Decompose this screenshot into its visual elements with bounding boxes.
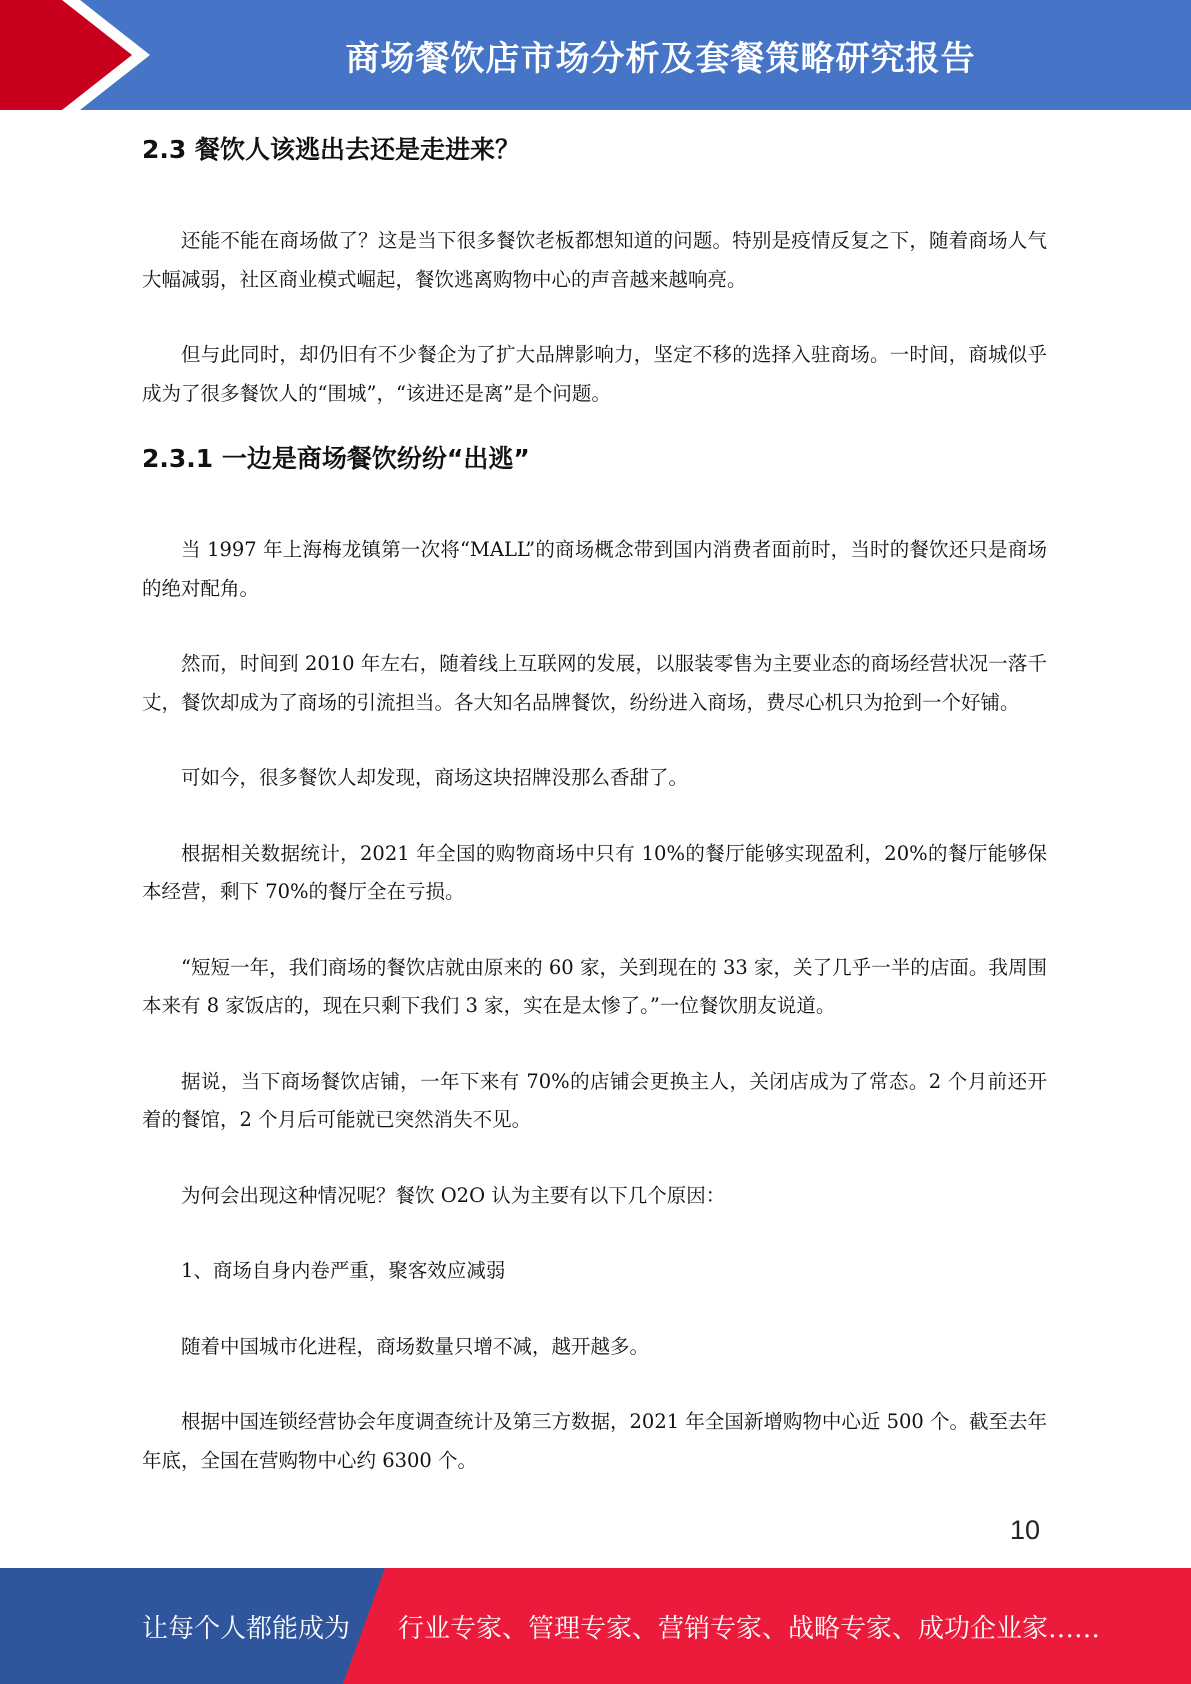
- page-number: 10: [1010, 1515, 1041, 1545]
- document-body: [142, 128, 1047, 1480]
- page-header: [0, 0, 1191, 110]
- paragraph: 为何会出现这种情况呢？餐饮 O2O 认为主要有以下几个原因：: [181, 1183, 726, 1207]
- report-title: 商场餐饮店市场分析及套餐策略研究报告: [345, 38, 976, 79]
- paragraph: 根据相关数据统计，2021 年全国的购物商场中只有 10%的餐厅能够实现盈利，20%的餐厅能够保本经营，剩下 70%的餐厅全在亏损。: [142, 841, 1047, 903]
- paragraph: 根据中国连锁经营协会年度调查统计及第三方数据，2021 年全国新增购物中心近 500 个。截至去年年底，全国在营购物中心约 6300 个。: [142, 1410, 1047, 1472]
- paragraph: 还能不能在商场做了？这是当下很多餐饮老板都想知道的问题。特别是疫情反复之下，随着商场人气大幅减弱，社区商业模式崛起，餐饮逃离购物中心的声音越来越响亮。: [142, 229, 1047, 291]
- header-red-chevron: [0, 0, 150, 110]
- page-footer: [0, 1568, 1191, 1684]
- paragraph: 可如今，很多餐饮人却发现，商场这块招牌没那么香甜了。: [181, 766, 689, 789]
- section-heading-2-3-1: 2.3.1 一边是商场餐饮纷纷“出逃”: [142, 444, 530, 473]
- paragraph: 据说，当下商场餐饮店铺，一年下来有 70%的店铺会更换主人，关闭店成为了常态。2 个月前还开着的餐馆，2 个月后可能就已突然消失不见。: [142, 1069, 1047, 1131]
- paragraph: 但与此同时，却仍旧有不少餐企为了扩大品牌影响力，坚定不移的选择入驻商场。一时间，商城似乎成为了很多餐饮人的“围城”，“该进还是离”是个问题。: [142, 343, 1047, 405]
- list-item-heading: 1、商场自身内卷严重，聚客效应减弱: [181, 1259, 506, 1282]
- footer-slogan-right: 行业专家、管理专家、营销专家、战略专家、成功企业家……: [398, 1613, 1101, 1644]
- paragraph: 当 1997 年上海梅龙镇第一次将“MALL”的商场概念带到国内消费者面前时，当时的餐饮还只是商场的绝对配角。: [142, 538, 1047, 600]
- paragraph: 随着中国城市化进程，商场数量只增不减，越开越多。: [181, 1334, 650, 1358]
- footer-slogan-left: 让每个人都能成为: [142, 1613, 351, 1644]
- section-heading-2-3: 2.3 餐饮人该逃出去还是走进来？: [142, 135, 520, 164]
- paragraph: 然而，时间到 2010 年左右，随着线上互联网的发展，以服装零售为主要业态的商场经营状况一落千丈，餐饮却成为了商场的引流担当。各大知名品牌餐饮，纷纷进入商场，费尽心机只为抢到一个好铺。: [142, 652, 1047, 714]
- paragraph: “短短一年，我们商场的餐饮店就由原来的 60 家，关到现在的 33 家，关了几乎一半的店面。我周围本来有 8 家饭店的，现在只剩下我们 3 家，实在是太惨了。”一位餐饮朋友说道。: [142, 955, 1047, 1017]
